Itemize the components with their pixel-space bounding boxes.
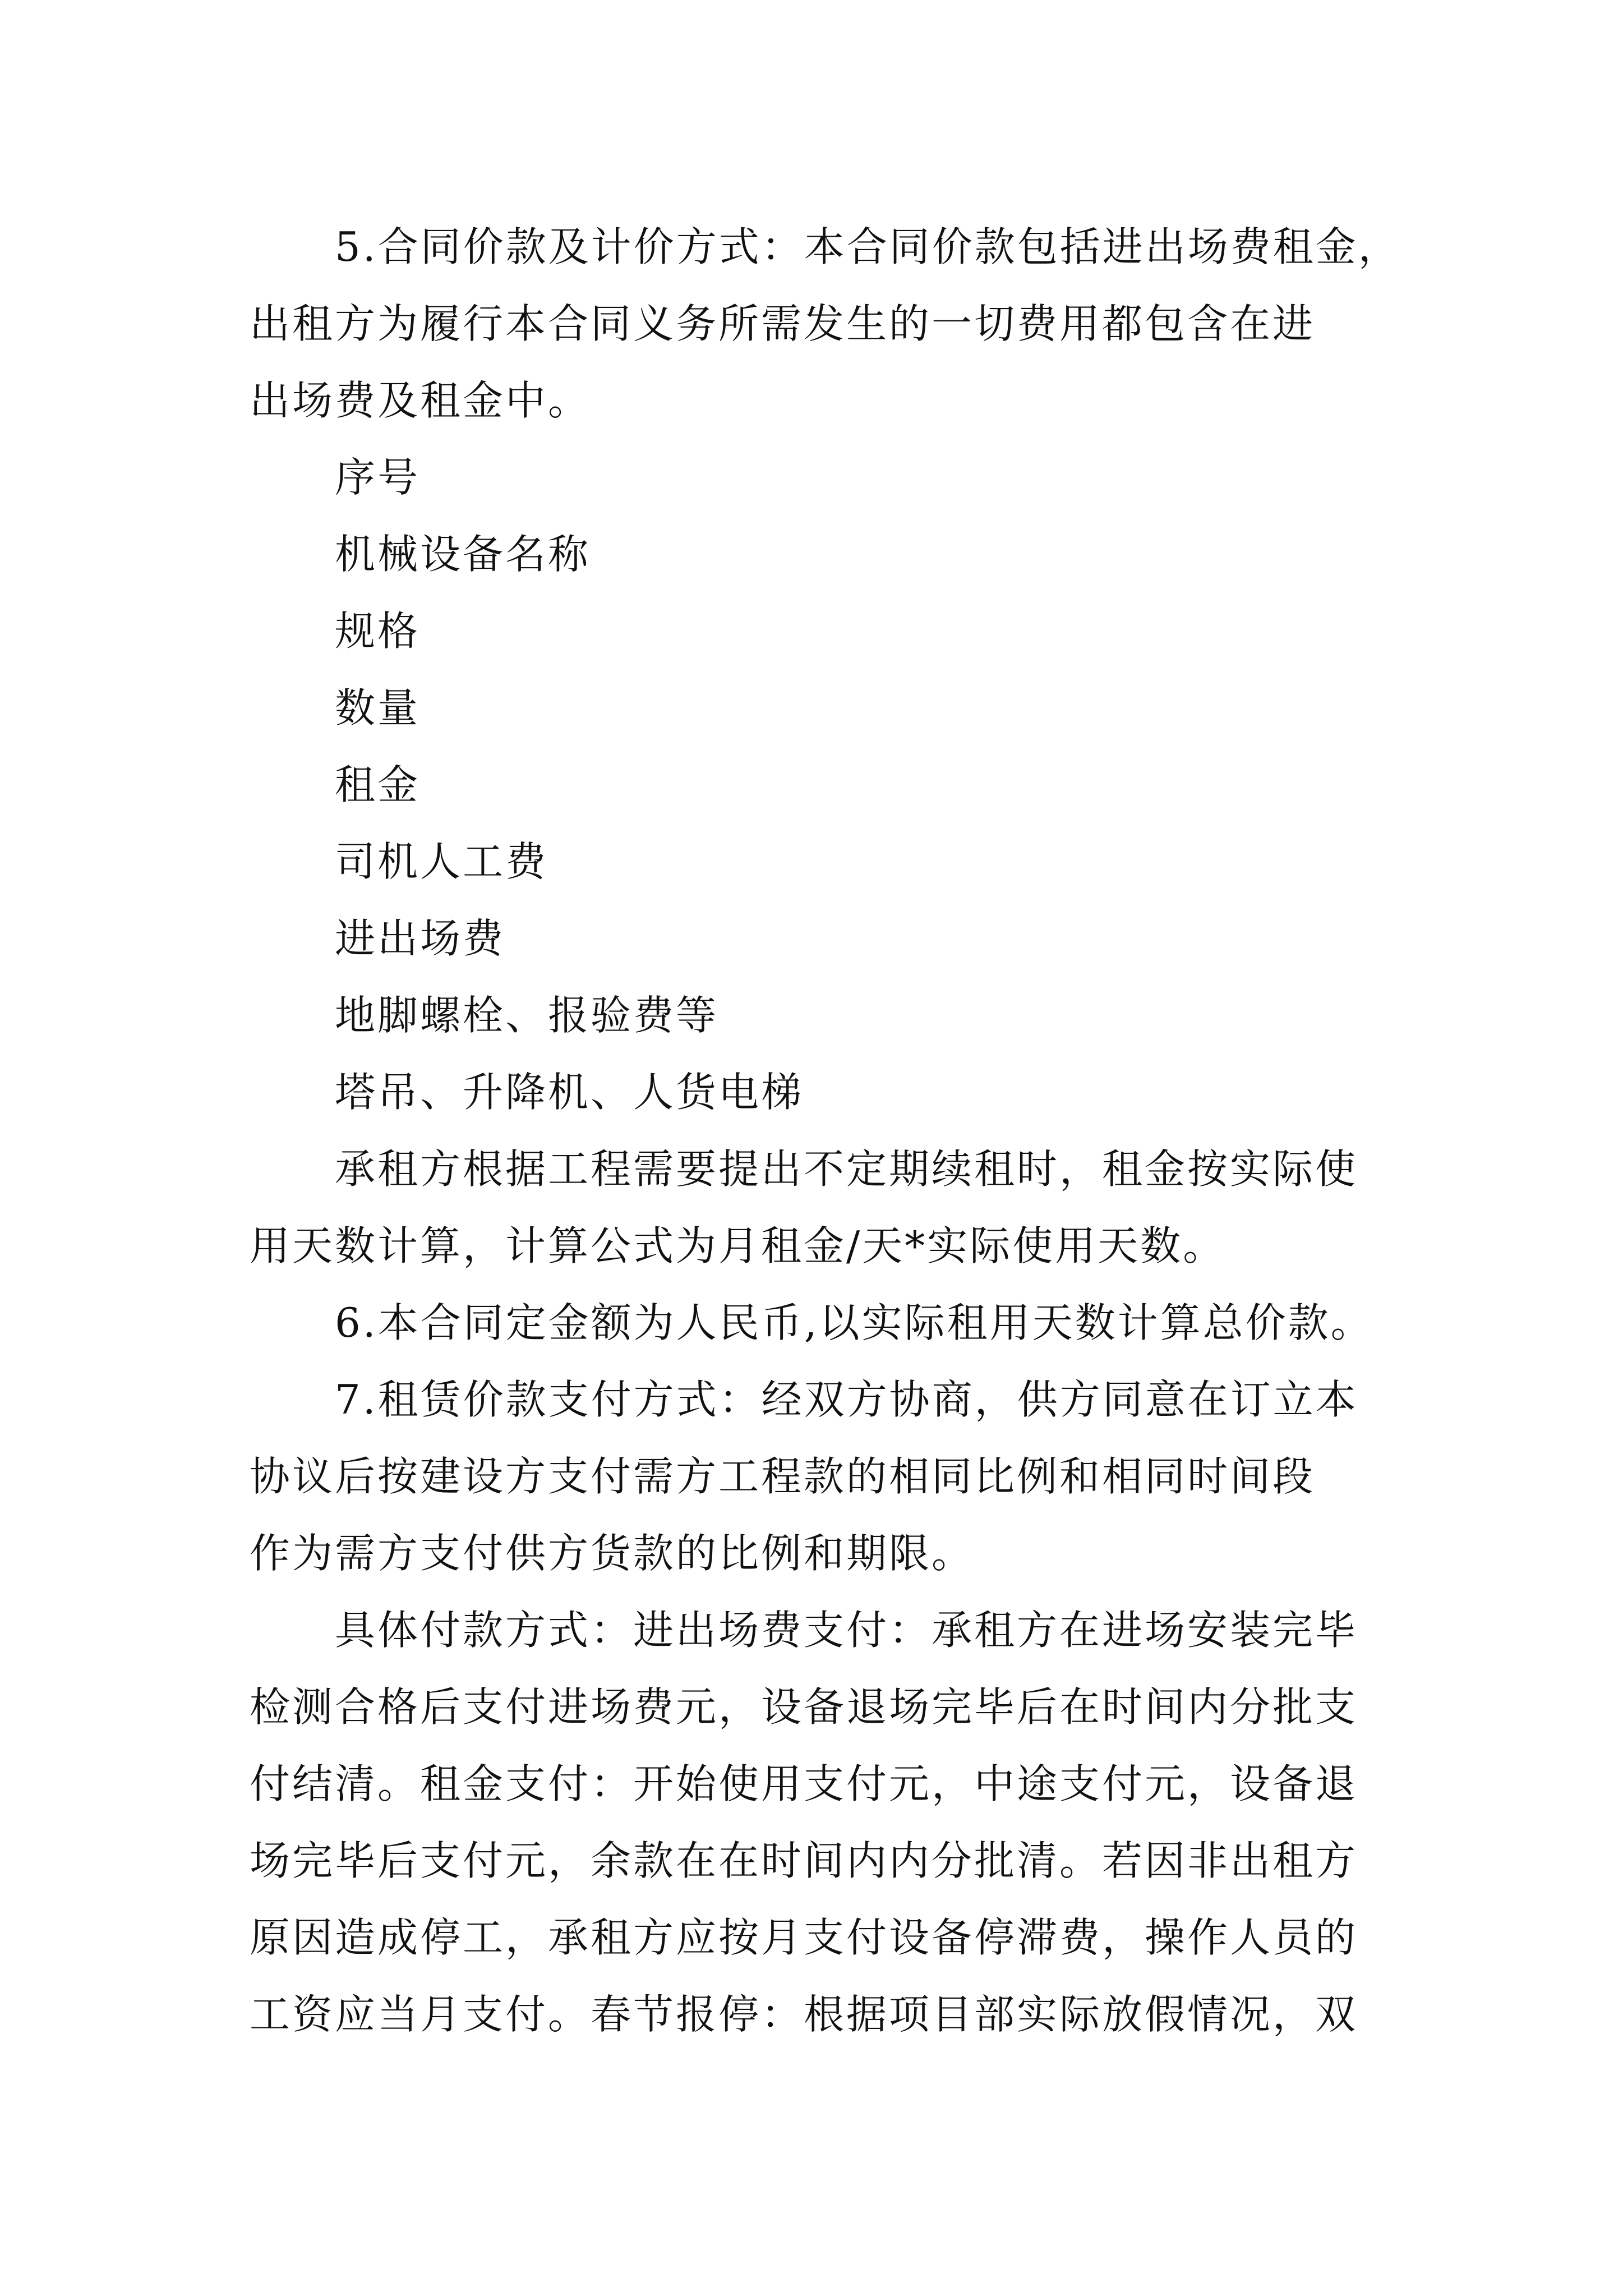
paragraph-5-line-3: 出场费及租金中。 <box>250 377 591 424</box>
paragraph-5-line-2: 出租方为履行本合同义务所需发生的一切费用都包含在进 <box>250 300 1316 347</box>
payment-paragraph-line-4: 场完毕后支付元，余款在在时间内内分批清。若因非出租方 <box>250 1837 1358 1884</box>
payment-paragraph-line-3: 付结清。租金支付：开始使用支付元，中途支付元，设备退 <box>250 1760 1358 1807</box>
table-header-anchor-bolt-fee: 地脚螺栓、报验费等 <box>335 992 719 1039</box>
table-header-driver-labor-fee: 司机人工费 <box>335 838 548 885</box>
payment-paragraph-line-2: 检测合格后支付进场费元，设备退场完毕后在时间内分批支 <box>250 1683 1358 1731</box>
renewal-paragraph-line-1: 承租方根据工程需要提出不定期续租时，租金按实际使 <box>335 1145 1358 1193</box>
paragraph-6: 6.本合同定金额为人民币,以实际租用天数计算总价款。 <box>335 1299 1373 1346</box>
table-header-equipment-name: 机械设备名称 <box>335 531 591 578</box>
table-row-equipment-types: 塔吊、升降机、人货电梯 <box>335 1069 804 1116</box>
payment-paragraph-line-6: 工资应当月支付。春节报停：根据项目部实际放假情况，双 <box>250 1991 1358 2038</box>
table-header-serial-number: 序号 <box>335 454 421 501</box>
table-header-rent: 租金 <box>335 761 421 808</box>
table-header-specification: 规格 <box>335 608 421 655</box>
table-header-entry-exit-fee: 进出场费 <box>335 915 506 962</box>
renewal-paragraph-line-2: 用天数计算，计算公式为月租金/天*实际使用天数。 <box>250 1222 1226 1269</box>
paragraph-7-line-3: 作为需方支付供方货款的比例和期限。 <box>250 1530 975 1577</box>
paragraph-5-line-1: 5.合同价款及计价方式：本合同价款包括进出场费租金， <box>335 223 1401 270</box>
paragraph-7-line-2: 协议后按建设方支付需方工程款的相同比例和相同时间段 <box>250 1453 1316 1500</box>
table-header-quantity: 数量 <box>335 684 421 731</box>
paragraph-7-line-1: 7.租赁价款支付方式：经双方协商，供方同意在订立本 <box>335 1376 1358 1423</box>
payment-paragraph-line-5: 原因造成停工，承租方应按月支付设备停滞费，操作人员的 <box>250 1914 1358 1961</box>
payment-paragraph-line-1: 具体付款方式：进出场费支付：承租方在进场安装完毕 <box>335 1607 1358 1654</box>
